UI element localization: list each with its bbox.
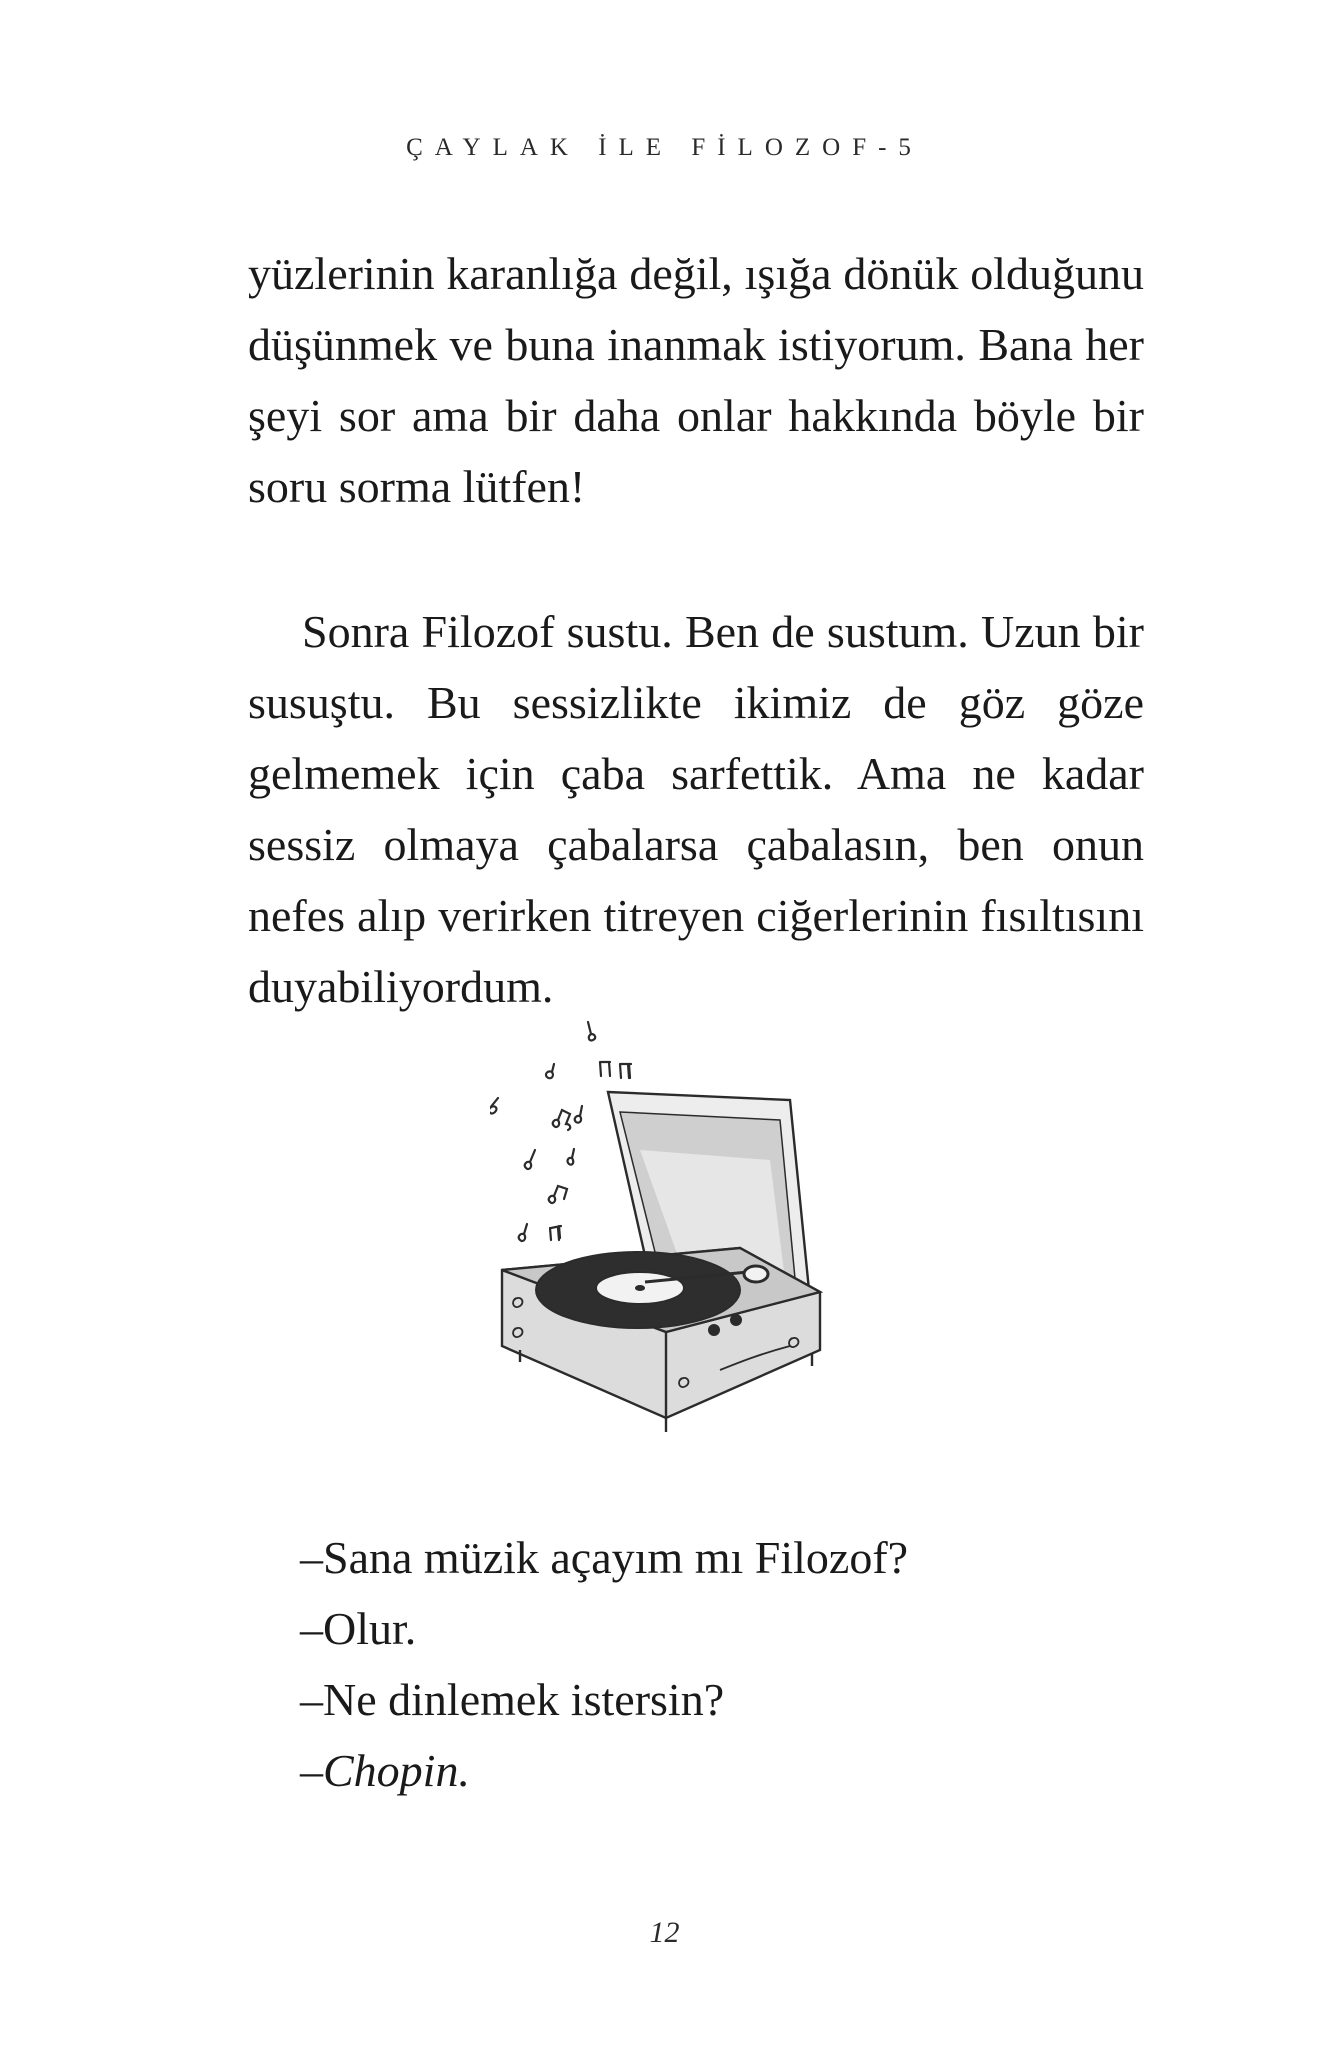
paragraph-1: yüzlerinin karanlığa değil, ışığa dönük olduğunu düşünmek ve buna inanmak istiyorum. Bana her şeyi sor ama bir daha onlar hakkında böyle bir soru sorma lütfen! [248, 248, 1144, 512]
vinyl-record [536, 1252, 740, 1328]
dialogue-line-1: –Sana müzik açayım mı Filozof? [300, 1532, 909, 1583]
dialogue [300, 1522, 908, 1806]
running-head: ÇAYLAK İLE FİLOZOF-5 [406, 134, 923, 161]
record-player-illustration [490, 1020, 890, 1460]
dialogue-line-2: –Olur. [300, 1603, 417, 1654]
paragraph-2: Sonra Filozof sustu. Ben de sustum. Uzun bir susuştu. Bu sessizlikte ikimiz de göz göze gelmemek için çaba sarfettik. Ama ne kadar sessiz olmaya çabalarsa çabalasın, ben onun nefes alıp verirken titreyen ciğerlerinin fısıltısını duyabiliyordum. [248, 606, 1144, 1012]
page-number: 12 [649, 1916, 680, 1949]
music-notes-icon [490, 1022, 631, 1241]
dialogue-line-3: –Ne dinlemek istersin? [300, 1674, 725, 1725]
dialogue-line-4: –Chopin. [300, 1745, 470, 1796]
